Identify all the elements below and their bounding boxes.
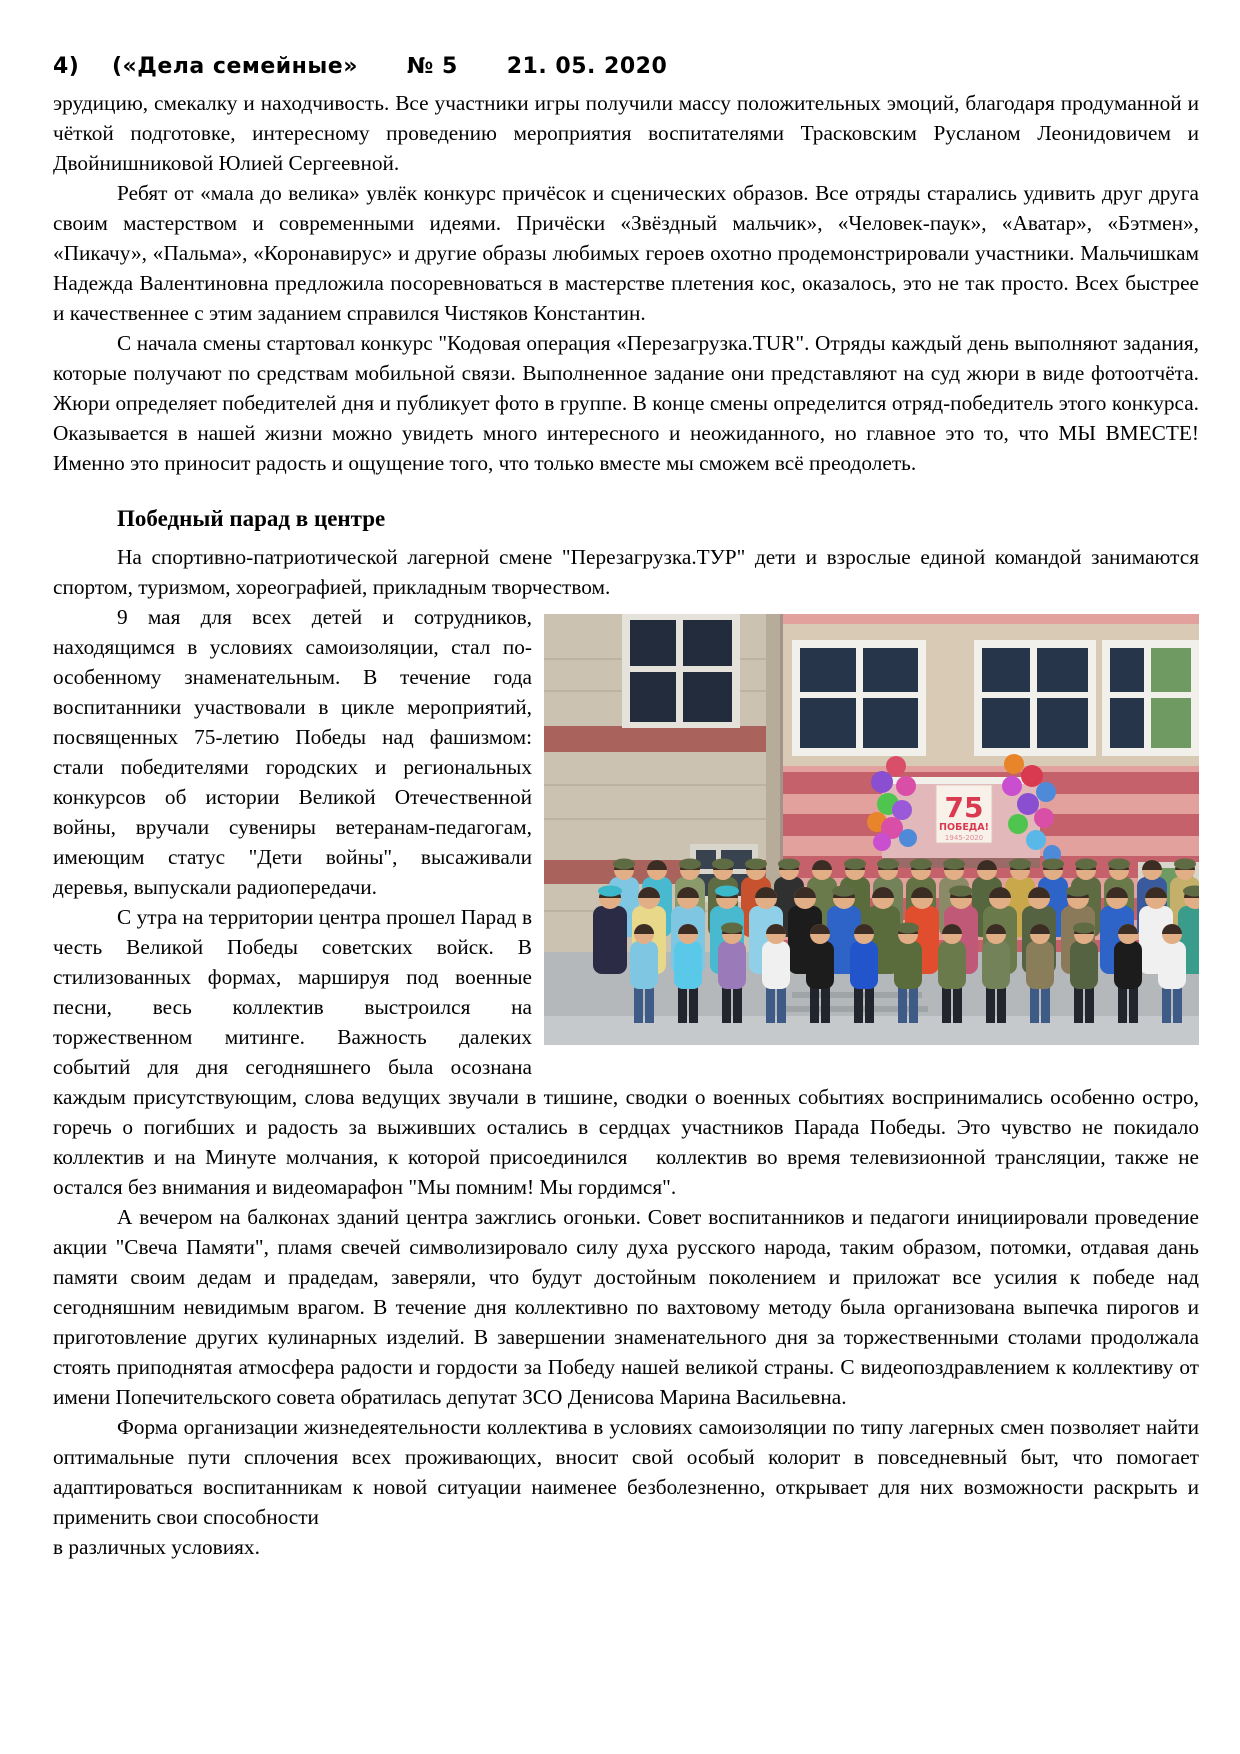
paragraph-7: А вечером на балконах зданий центра зажглись огоньки. Совет воспитанников и педагоги инициировали проведение акции "Свеча Памяти", пламя свечей символизировало силу духа русского народа, таким образом, потомки, отдавая дань памяти своим дедам и прадедам, заверяли, что будут достойным поколением и приложат все усилия к победе над сегодняшним невидимым врагом. В течение дня коллективно по вахтовому методу была организована выпечка пирогов и приготовление других кулинарных изделий. В завершении знаменательного дня за торжественными столами продолжала стоять приподнятая атмосфера радости и гордости за Победу нашей великой страны. С видеопоздравлением к коллективу от имени Попечительского совета обратилась депутат ЗСО Денисова Марина Васильевна. bbox=[53, 1205, 1199, 1409]
paragraph-1: эрудицию, смекалку и находчивость. Все участники игры получили массу положительных эмоций, благодаря продуманной и чёткой подготовке, интересному проведению мероприятия воспитателями Трасковским Русланом Леонидовичем и Двойнишниковой Юлией Сергеевной. bbox=[53, 91, 1199, 175]
paragraph-2: Ребят от «мала до велика» увлёк конкурс причёсок и сценических образов. Все отряды старались удивить друг друга своим мастерством и современными идеями. Причёски «Звёздный мальчик», «Человек-паук», «Аватар», «Бэтмен», «Пикачу», «Пальма», «Коронавирус» и другие образы любимых героев охотно продемонстрировали участники. Мальчишкам Надежда Валентиновна предложила посоревноваться в мастерстве плетения кос, оказалось, это не так просто. Всех быстрее и качественнее с этим заданием справился Чистяков Константин. bbox=[53, 181, 1199, 325]
banner-years: 1945-2020 bbox=[944, 834, 984, 842]
window-icon bbox=[792, 640, 926, 756]
paragraph-4: На спортивно-патриотической лагерной смене "Перезагрузка.ТУР" дети и взрослые единой командой занимаются спортом, туризмом, хореографией, прикладным творчеством. bbox=[53, 545, 1199, 599]
window-icon bbox=[622, 614, 740, 728]
victory-banner bbox=[936, 785, 992, 843]
window-icon bbox=[974, 640, 1096, 756]
section-heading: Победный парад в центре bbox=[117, 506, 386, 531]
paragraph-8-main: Форма организации жизнедеятельности коллектива в условиях самоизоляции по типу лагерных смен позволяет найти оптимальные пути сплочения всех проживающих, вносит свой особый колорит в повседневный быт, что помогает адаптироваться воспитанникам к новой ситуации наименее безболезненно, открывает для них возможности раскрыть и применить свои способности bbox=[53, 1415, 1199, 1529]
paragraph-6: С утра на территории центра прошел Парад в честь Великой Победы советских войск. В стилизованных формах, маршируя под военные песни, весь коллектив выстроился на торжественном митинге. Важность далеких событий для дня сегодняшнего была осознана каждым присутствующим, слова ведущих звучали в тишине, сводки о военных событиях воспринимались особенно остро, горечь о погибших и радость за выживших остались в сердцах участников Парада Победы. Это чувство не покидало коллектив и на Минуте молчания, к которой присоединился коллектив во время телевизионной трансляции, также не остался без внимания и видеомарафон "Мы помним! Мы гордимся". bbox=[53, 905, 1199, 1199]
paragraph-8-tail: в различных условиях. bbox=[53, 1535, 260, 1559]
group-photo-svg bbox=[544, 614, 1199, 1045]
window-icon bbox=[1102, 640, 1199, 756]
paragraph-5: 9 мая для всех детей и сотрудников, находящимся в условиях самоизоляции, стал по-особенному знаменательным. В течение года воспитанники участвовали в цикле мероприятий, посвященных 75-летию Победы над фашизмом: стали победителями городских и региональных конкурсов об истории Великой Отечественной войны, вручали сувениры ветеранам-педагогам, имеющим статус "Дети войны", высаживали деревья, выпускали радиопередачи. bbox=[53, 605, 532, 899]
banner-title: ПОБЕДА! bbox=[939, 822, 989, 833]
banner-number: 75 bbox=[944, 791, 984, 824]
group-photo bbox=[544, 614, 1199, 1045]
paragraph-3: С начала смены стартовал конкурс "Кодовая операция «Перезагрузка.TUR". Отряды каждый день выполняют задания, которые получают по средствам мобильной связи. Выполненное задание они представляют на суд жюри в виде фотоотчёта. Жюри определяет победителей дня и публикует фото в группе. В конце смены определится отряд-победитель этого конкурса. Оказывается в нашей жизни можно увидеть много интересного и неожиданного, но главное это то, что МЫ ВМЕСТЕ! Именно это приносит радость и ощущение того, что только вместе мы сможем всё преодолеть. bbox=[53, 331, 1199, 475]
side-wall-stripe bbox=[544, 726, 781, 752]
paragraph-8 bbox=[53, 1412, 1199, 1562]
page-header: 4) («Дела семейные» № 5 21. 05. 2020 bbox=[53, 54, 668, 79]
